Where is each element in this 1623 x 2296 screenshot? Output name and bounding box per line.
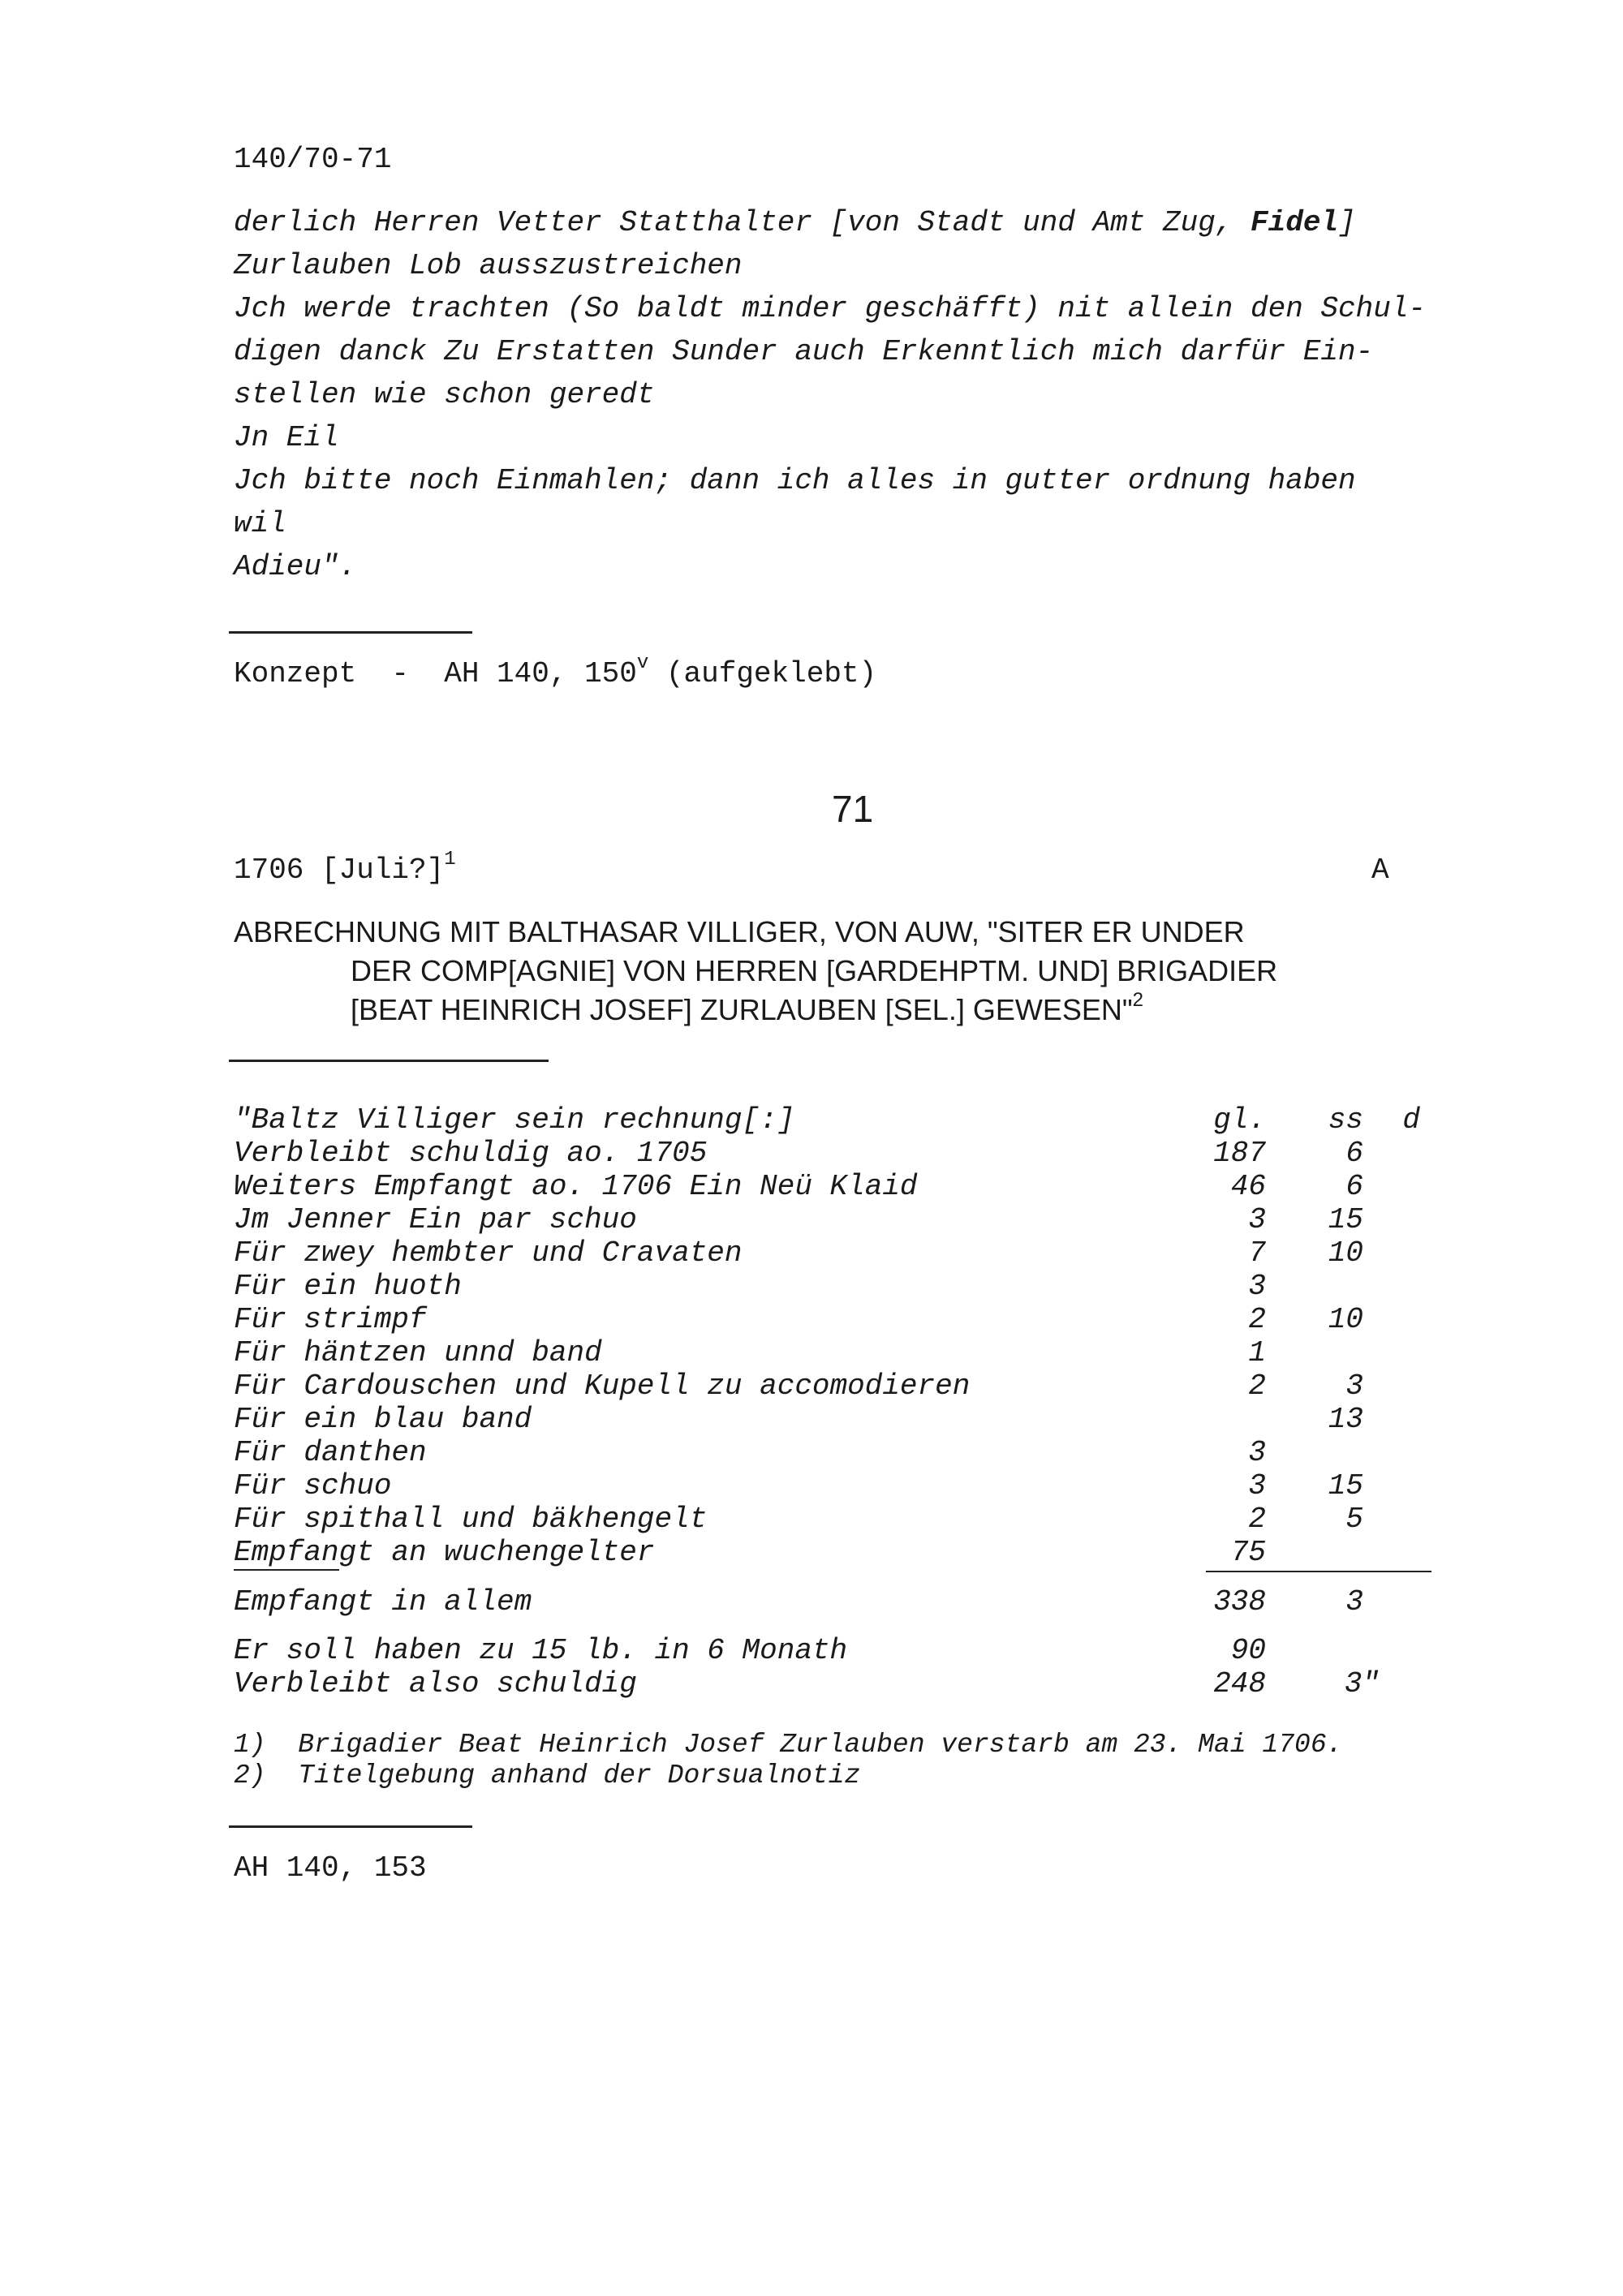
separator-rule-1 [229, 631, 472, 634]
separator-rule-3 [229, 1825, 472, 1828]
account-row-ss: 15 [1328, 1203, 1363, 1236]
account-credit-label: Er soll haben zu 15 lb. in 6 Monath [234, 1634, 848, 1667]
sum-rule [1206, 1571, 1431, 1572]
account-row-gl: 3 [1248, 1270, 1266, 1303]
account-row-gl: 46 [1230, 1170, 1266, 1203]
account-row-ss: 5 [1345, 1503, 1363, 1536]
footnote-2: 2) Titelgebung anhand der Dorsualnotiz [234, 1761, 861, 1791]
account-header-label: "Baltz Villiger sein rechnung[:] [234, 1103, 795, 1137]
last-row-underlined-part: Empfan [234, 1536, 339, 1569]
account-row-label: Für Cardouschen und Kupell zu accomodieren [234, 1369, 971, 1403]
page-reference: 140/70-71 [234, 143, 392, 176]
account-row-label: Weiters Empfangt ao. 1706 Ein Neü Klaid [234, 1170, 918, 1203]
account-row-label: Für schuo [234, 1469, 392, 1503]
account-row-label: Verbleibt schuldig ao. 1705 [234, 1137, 708, 1170]
account-row-gl: 7 [1248, 1236, 1266, 1270]
account-row-gl: 187 [1213, 1137, 1266, 1170]
account-last-row-label [234, 1536, 655, 1569]
account-total-label: Empfangt in allem [234, 1585, 532, 1619]
account-row-label: Für strimpf [234, 1303, 427, 1336]
account-row-gl: 3 [1248, 1469, 1266, 1503]
account-last-row-gl: 75 [1230, 1536, 1266, 1569]
account-row-gl: 1 [1248, 1336, 1266, 1369]
letter-line-1 [234, 206, 1356, 239]
account-row-ss: 6 [1345, 1137, 1363, 1170]
account-row-label: Für danthen [234, 1436, 427, 1469]
account-total-ss: 3 [1345, 1585, 1363, 1619]
title-line-3 [351, 989, 1143, 1027]
account-row-label: Für häntzen unnd band [234, 1336, 602, 1369]
account-row-ss: 10 [1328, 1236, 1363, 1270]
letter-line-2: Zurlauben Lob ausszustreichen [234, 249, 743, 282]
account-balance-ss: 3" [1344, 1667, 1380, 1701]
last-row-rest: gt an wuchengelter [338, 1536, 655, 1569]
letter-line-7: Jch bitte noch Einmahlen; dann ich alles in gutter ordnung haben [234, 464, 1356, 497]
title-line-1: ABRECHNUNG MIT BALTHASAR VILLIGER, VON AUW, "SITER ER UNDER [234, 915, 1245, 948]
letter-line-3: Jch werde trachten (So baldt minder geschäfft) nit allein den Schul- [234, 292, 1427, 325]
source-reference-2: AH 140, 153 [234, 1851, 427, 1885]
account-row-ss: 6 [1345, 1170, 1363, 1203]
account-row-gl: 2 [1248, 1503, 1266, 1536]
document-type-marker: A [1371, 853, 1389, 887]
letter-line-1-bold: Fidel [1251, 206, 1339, 239]
footnote-1: 1) Brigadier Beat Heinrich Josef Zurlauben verstarb am 23. Mai 1706. [234, 1730, 1343, 1760]
letter-line-1-post: ] [1338, 206, 1356, 239]
letter-line-9: Adieu". [234, 550, 357, 583]
account-row-label: Für ein blau band [234, 1403, 532, 1436]
header-gl: gl. [1213, 1103, 1266, 1137]
letter-line-8: wil [234, 507, 286, 540]
document-date [234, 849, 456, 887]
account-row-label: Für zwey hembter und Cravaten [234, 1236, 743, 1270]
separator-rule-2 [229, 1060, 549, 1062]
source-1-post: (aufgeklebt) [648, 657, 877, 690]
letter-line-5: stellen wie schon geredt [234, 378, 655, 411]
account-credit-gl: 90 [1230, 1634, 1266, 1667]
account-row-label: Für spithall und bäkhengelt [234, 1503, 708, 1536]
letter-line-6: Jn Eil [234, 421, 339, 454]
account-balance-gl: 248 [1213, 1667, 1266, 1701]
title-footnote-mark: 2 [1132, 989, 1143, 1011]
date-text: 1706 [Juli?] [234, 853, 445, 887]
account-row-gl: 2 [1248, 1369, 1266, 1403]
account-row-label: Für ein huoth [234, 1270, 462, 1303]
header-d: d [1402, 1103, 1420, 1137]
account-row-gl: 2 [1248, 1303, 1266, 1336]
document-number: 71 [832, 788, 874, 830]
account-row-gl: 3 [1248, 1436, 1266, 1469]
account-row-label: Jm Jenner Ein par schuo [234, 1203, 637, 1236]
account-row-ss: 13 [1328, 1403, 1363, 1436]
source-reference-1 [234, 652, 877, 690]
account-row-ss: 3 [1345, 1369, 1363, 1403]
letter-line-1-pre: derlich Herren Vetter Statthalter [von Stadt und Amt Zug, [234, 206, 1251, 239]
source-1-sup: v [636, 652, 649, 674]
account-row-gl: 3 [1248, 1203, 1266, 1236]
source-1-text: Konzept - AH 140, 150 [234, 657, 637, 690]
account-balance-label: Verbleibt also schuldig [234, 1667, 637, 1701]
account-row-ss: 10 [1328, 1303, 1363, 1336]
account-total-gl: 338 [1213, 1585, 1266, 1619]
header-ss: ss [1328, 1103, 1363, 1137]
letter-line-4: digen danck Zu Erstatten Sunder auch Erkenntlich mich darfür Ein- [234, 335, 1374, 368]
title-line-3-text: [BEAT HEINRICH JOSEF] ZURLAUBEN [SEL.] GEWESEN" [351, 993, 1133, 1026]
date-footnote-mark: 1 [444, 849, 456, 871]
account-row-ss: 15 [1328, 1469, 1363, 1503]
title-line-2: DER COMP[AGNIE] VON HERREN [GARDEHPTM. UND] BRIGADIER [351, 954, 1278, 987]
